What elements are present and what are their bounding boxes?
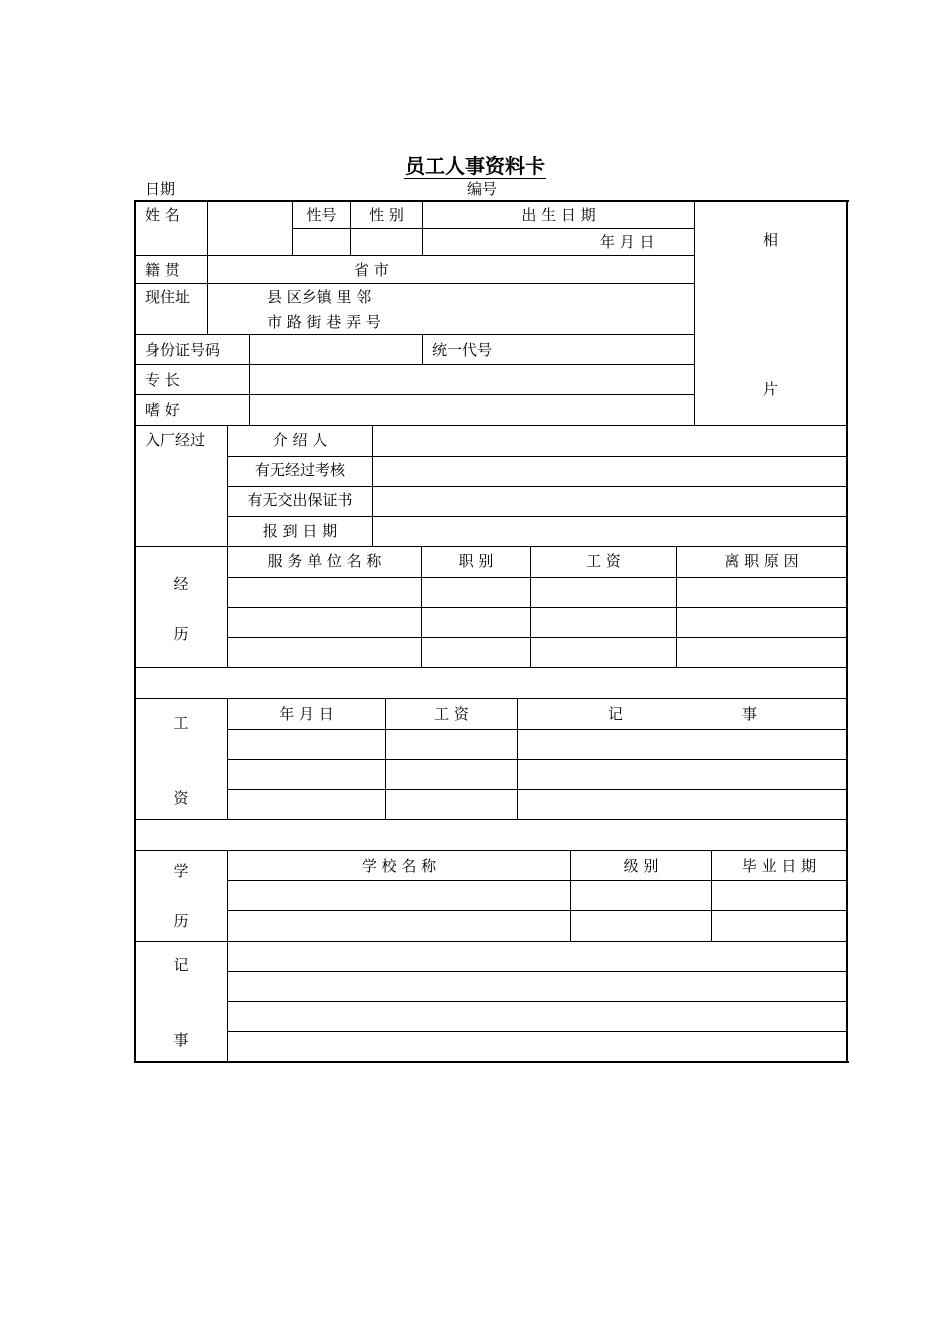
employer-name-header: 服 务 单 位 名 称 — [267, 552, 382, 570]
graduation-date-header: 毕 业 日 期 — [741, 857, 817, 875]
salary-side-top: 工 — [173, 714, 189, 732]
school-name-header: 学 校 名 称 — [361, 857, 437, 875]
grid-line — [227, 729, 848, 730]
border-bottom — [134, 1061, 849, 1063]
notes-side-bottom: 事 — [173, 1031, 189, 1049]
grid-line — [134, 364, 695, 365]
photo-label-top: 相 — [762, 231, 778, 249]
grid-line — [134, 425, 848, 426]
grid-line — [134, 819, 848, 820]
experience-side-top: 经 — [173, 575, 189, 593]
name-label: 姓 名 — [145, 206, 180, 224]
grid-line — [134, 850, 848, 851]
birth-date-units: 年 月 日 — [600, 233, 655, 251]
birth-date-label: 出 生 日 期 — [521, 206, 596, 224]
wage-header: 工 资 — [586, 552, 621, 570]
grid-line — [134, 698, 848, 699]
grid-line — [134, 283, 695, 284]
grid-line — [249, 334, 250, 426]
assessment-label: 有无经过考核 — [254, 461, 345, 479]
title-text: 员工人事资料卡 — [405, 154, 545, 178]
grade-header: 级 别 — [623, 857, 659, 875]
grid-line — [134, 394, 695, 395]
salary-amount-header: 工 资 — [434, 705, 469, 723]
education-side-top: 学 — [173, 862, 189, 880]
grid-line — [134, 546, 848, 547]
grid-line — [227, 1001, 848, 1002]
grid-line — [227, 1031, 848, 1032]
native-place-units: 省 市 — [354, 261, 389, 279]
salary-note-header-right: 事 — [742, 705, 758, 723]
border-top — [134, 200, 849, 202]
notes-side-top: 记 — [173, 956, 189, 974]
grid-line — [207, 200, 208, 256]
report-date-label: 报 到 日 期 — [262, 522, 338, 540]
date-label: 日期 — [145, 180, 176, 198]
specialty-label: 专 长 — [145, 371, 180, 389]
grid-line — [227, 607, 848, 608]
grid-line — [207, 255, 208, 334]
entry-label: 入厂经过 — [145, 431, 206, 449]
grid-line — [227, 577, 848, 578]
leave-reason-header: 离 职 原 因 — [724, 552, 799, 570]
grid-line — [134, 334, 695, 335]
form-title — [0, 150, 950, 179]
grid-line — [227, 880, 848, 881]
grid-line — [134, 941, 848, 942]
id-number-label: 身份证号码 — [145, 341, 221, 359]
grid-line — [227, 910, 848, 911]
address-line-2: 市 路 街 巷 弄 号 — [267, 313, 381, 331]
guarantee-label: 有无交出保证书 — [247, 491, 353, 509]
grid-line — [134, 255, 695, 256]
grid-line — [422, 334, 423, 365]
education-side-bottom: 历 — [173, 912, 189, 930]
grid-line — [227, 971, 848, 972]
native-place-label: 籍 贯 — [145, 261, 180, 279]
grid-line — [227, 516, 848, 517]
photo-label-bottom: 片 — [762, 380, 778, 398]
grid-line — [227, 789, 848, 790]
introducer-label: 介 绍 人 — [272, 431, 328, 449]
gender-label: 性 别 — [369, 206, 404, 224]
grid-line — [134, 667, 848, 668]
sex-label: 性号 — [306, 206, 337, 224]
border-right — [846, 200, 848, 1063]
number-label: 编号 — [467, 180, 498, 198]
grid-line — [227, 486, 848, 487]
salary-note-header-left: 记 — [608, 705, 624, 723]
grid-line — [227, 759, 848, 760]
grid-line — [227, 637, 848, 638]
grid-line — [292, 228, 695, 229]
grid-line — [227, 456, 848, 457]
address-label: 现住址 — [145, 288, 191, 306]
salary-side-bottom: 资 — [173, 789, 189, 807]
experience-side-bottom: 历 — [173, 625, 189, 643]
position-header: 职 别 — [458, 552, 494, 570]
hobby-label: 嗜 好 — [145, 401, 180, 419]
address-line-1: 县 区乡镇 里 邻 — [267, 288, 372, 306]
salary-date-header: 年 月 日 — [279, 705, 334, 723]
unified-code-label: 统一代号 — [432, 341, 493, 359]
